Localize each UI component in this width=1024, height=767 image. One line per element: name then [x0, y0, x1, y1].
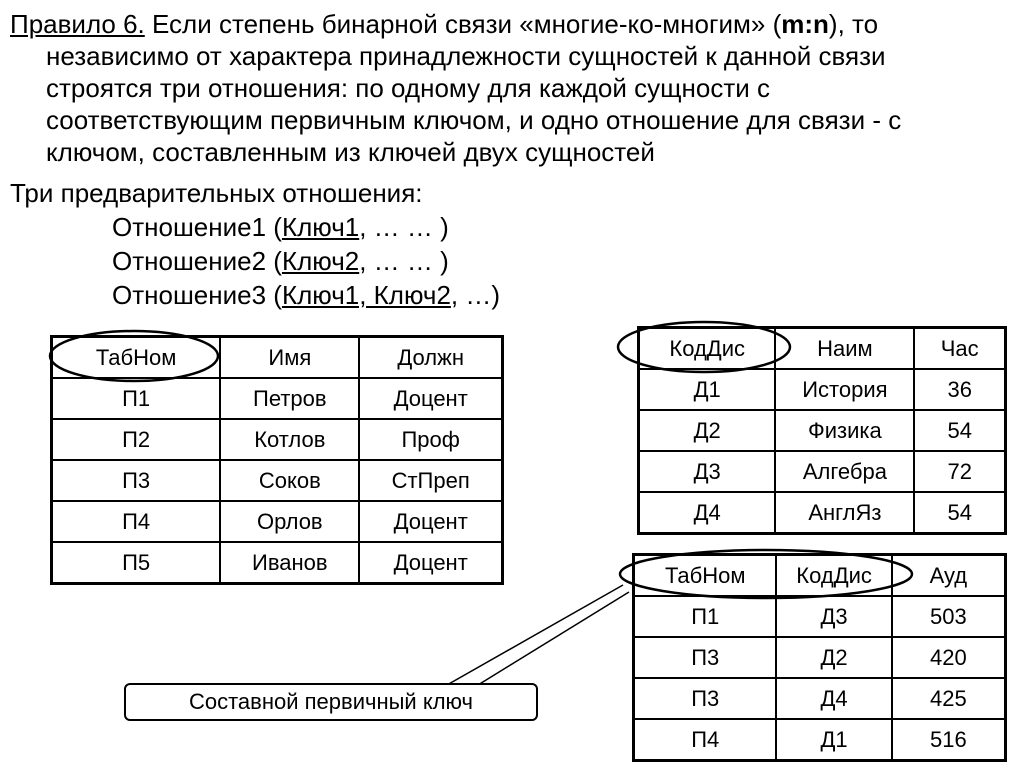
table-row	[634, 719, 1006, 761]
relation-1	[112, 210, 449, 244]
table-cell: История	[775, 369, 914, 410]
table-row	[52, 542, 503, 584]
rule-line: соответствующим первичным ключом, и одно отношение для связи - с	[46, 105, 902, 135]
relation-name: Отношение2 (	[112, 246, 282, 276]
table-cell: АнглЯз	[775, 492, 914, 534]
relation-rest: , …)	[450, 280, 501, 310]
relation-rest: , … … )	[359, 246, 449, 276]
table-cell: Д3	[639, 451, 776, 492]
table-header-row	[634, 555, 1006, 597]
rule-label: Правило 6.	[10, 9, 145, 39]
table-row	[634, 596, 1006, 637]
table-row	[52, 419, 503, 460]
table-row	[639, 369, 1006, 410]
table-cell: П2	[52, 419, 221, 460]
table-cell: Доцент	[359, 378, 502, 419]
table-cell: 54	[914, 410, 1005, 451]
table-cell: Доцент	[359, 501, 502, 542]
table-cell: Д1	[639, 369, 776, 410]
rule-line: строятся три отношения: по одному для каждой сущности с	[46, 73, 771, 103]
table-cell: 54	[914, 492, 1005, 534]
relation-name: Отношение3 (	[112, 280, 282, 310]
pointer-line	[478, 592, 629, 685]
header-cell: Ауд	[892, 555, 1006, 597]
table-cell: П1	[634, 596, 777, 637]
table-cell: П4	[52, 501, 221, 542]
relation-3	[112, 278, 500, 312]
table-cell: Д2	[776, 637, 891, 678]
table-cell: 420	[892, 637, 1006, 678]
table-row	[639, 410, 1006, 451]
rule-mn: m:n	[781, 9, 829, 39]
rule-intro-end: ), то	[828, 9, 879, 39]
table-cell: Проф	[359, 419, 502, 460]
relation-name: Отношение1 (	[112, 212, 282, 242]
table-header-row	[639, 328, 1006, 370]
table-cell: 36	[914, 369, 1005, 410]
table-cell: Алгебра	[775, 451, 914, 492]
table-row	[52, 460, 503, 501]
subjects-table	[637, 326, 1007, 535]
table-cell: Д2	[639, 410, 776, 451]
table-row	[639, 492, 1006, 534]
rule-first-line	[10, 8, 1010, 40]
table-cell: П3	[634, 678, 777, 719]
rule-line: ключом, составленным из ключей двух сущностей	[46, 137, 655, 167]
table-cell: Д4	[639, 492, 776, 534]
table-cell: Д4	[776, 678, 891, 719]
relation-rest: , … … )	[359, 212, 449, 242]
prelim-title: Три предварительных отношения:	[10, 178, 423, 208]
table-row	[639, 451, 1006, 492]
header-cell: Должн	[359, 337, 502, 379]
header-cell: КодДис	[776, 555, 891, 597]
header-cell: Наим	[775, 328, 914, 370]
table-cell: 425	[892, 678, 1006, 719]
table-cell: 72	[914, 451, 1005, 492]
relation-2	[112, 244, 449, 278]
table-row	[634, 678, 1006, 719]
relation-key: Ключ2	[281, 246, 360, 276]
header-cell: ТабНом	[52, 337, 221, 379]
table-cell: 516	[892, 719, 1006, 761]
relation-key: Ключ1, Ключ2	[281, 280, 451, 310]
table-cell: Д3	[776, 596, 891, 637]
table-cell: П3	[634, 637, 777, 678]
table-cell: П3	[52, 460, 221, 501]
header-cell: Час	[914, 328, 1005, 370]
table-cell: Физика	[775, 410, 914, 451]
table-cell: СтПреп	[359, 460, 502, 501]
table-row	[52, 501, 503, 542]
teachers-table	[50, 335, 504, 585]
table-cell: Котлов	[220, 419, 359, 460]
header-cell: КодДис	[639, 328, 776, 370]
header-cell: ТабНом	[634, 555, 777, 597]
table-cell: П5	[52, 542, 221, 584]
table-header-row	[52, 337, 503, 379]
table-cell: Петров	[220, 378, 359, 419]
table-cell: П1	[52, 378, 221, 419]
header-cell: Имя	[220, 337, 359, 379]
rule-line: независимо от характера принадлежности сущностей к данной связи	[46, 41, 886, 71]
pointer-line	[447, 585, 623, 685]
table-row	[634, 637, 1006, 678]
link-table	[632, 553, 1007, 762]
composite-key-callout: Составной первичный ключ	[124, 683, 538, 721]
relation-key: Ключ1	[281, 212, 360, 242]
table-cell: Соков	[220, 460, 359, 501]
rule-6-paragraph	[10, 8, 1010, 168]
rule-intro: Если степень бинарной связи «многие-ко-многим» (	[144, 9, 782, 39]
table-cell: Доцент	[359, 542, 502, 584]
table-cell: Орлов	[220, 501, 359, 542]
table-row	[52, 378, 503, 419]
table-cell: Иванов	[220, 542, 359, 584]
table-cell: Д1	[776, 719, 891, 761]
table-cell: П4	[634, 719, 777, 761]
table-cell: 503	[892, 596, 1006, 637]
